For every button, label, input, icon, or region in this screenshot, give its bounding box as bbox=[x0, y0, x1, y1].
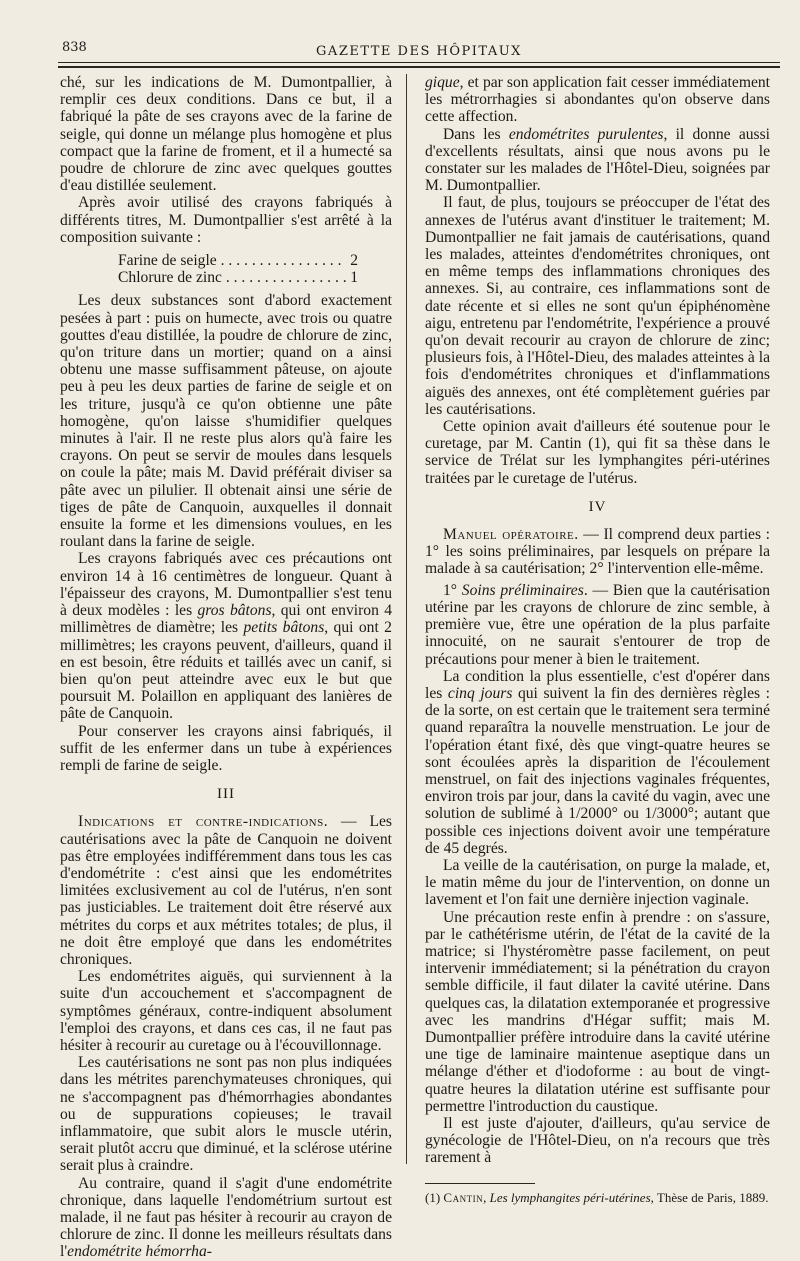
italic-term: gros bâtons bbox=[197, 602, 272, 620]
footnote-title: Les lymphangites péri-utérines bbox=[489, 1189, 651, 1205]
text-run: qui suivent la fin des dernières règles : de la sorte, on est certain que le traitement sera terminé quand reparaîtra la nouvelle menstruation. Le jour de l'opération étant fixé, dès que vingt-quatre heures se sont écoulées après la disparition de l'écoulement menstruel, on fait des injections vaginales fréquentes, environ trois par jour, dans la cavité du vagin, avec une solution de sublimé à 1/2000° ou 1/3000°; autant que possible ces injections doivent avoir une température de 45 degrés. bbox=[425, 684, 770, 857]
page-header bbox=[58, 36, 780, 63]
footnote-author: Cantin bbox=[443, 1189, 484, 1205]
paragraph bbox=[425, 526, 770, 578]
paragraph bbox=[425, 668, 770, 857]
italic-term: gique bbox=[425, 74, 460, 91]
paragraph: Il est juste d'ajouter, d'ailleurs, qu'au service de gynécologie de l'Hôtel-Dieu, on n'a recours que très rarement à bbox=[425, 1114, 770, 1167]
formula-ingredient: Chlorure de zinc . . . bbox=[118, 269, 346, 286]
text-run: . — Bien que la cautérisation utérine par les crayons de chlorure de zinc semble, à première vue, être une opération de la plus parfaite innocuité, on ne saurait s'entourer de trop de précautions pour mener à bien le traitement. bbox=[425, 581, 770, 668]
formula-row bbox=[118, 252, 358, 269]
header-rule bbox=[58, 66, 780, 68]
italic-term: endométrite hémorrha- bbox=[67, 1243, 212, 1261]
text-run: Les crayons fabriqués avec ces précautions ont environ 14 à 16 centimètres de longueur. Quant à l'épaisseur des crayons, M. Dumontpallier s'est tenu à deux modèles : les bbox=[60, 550, 392, 620]
formula-quantity: 2 bbox=[350, 252, 358, 270]
italic-term: endométrites purulentes bbox=[508, 125, 664, 143]
paragraph bbox=[60, 550, 392, 722]
paragraph bbox=[60, 813, 392, 968]
paragraph: Cette opinion avait d'ailleurs été soutenue pour le curetage, par M. Cantin (1), qui fit sa thèse dans le service de Trélat sur les lymphangites péri-utérines traitées par le curetage de l'utérus. bbox=[425, 418, 770, 487]
paragraph bbox=[60, 1175, 392, 1261]
paragraph: ché, sur les indications de M. Dumontpallier, à remplir ces deux conditions. Dans ce but, il a fabriqué la pâte de ses crayons avec de la farine de seigle, qui donne un mélange plus homogène et plus compact que la farine de froment, et il a humecté sa poudre de chlorure de zinc avec quelques gouttes d'eau distillée seulement. bbox=[60, 74, 392, 195]
italic-term: petits bâtons bbox=[243, 619, 325, 637]
text-run: , Thèse de Paris, 1889. bbox=[650, 1189, 769, 1205]
page-number: 838 bbox=[62, 40, 87, 55]
formula-row bbox=[118, 269, 358, 286]
paragraph bbox=[425, 126, 770, 195]
footnote bbox=[425, 1190, 770, 1206]
paragraph: Les endométrites aiguës, qui surviennent à la suite d'un accouchement et s'accompagnent de symptômes généraux, contre-indiquent absolument l'emploi des crayons, et dans ces cas, il ne faut pas hésiter à recourir au curetage ou à l'écouvillonnage. bbox=[60, 968, 392, 1054]
paragraph: La veille de la cautérisation, on purge la malade, et, le matin même du jour de l'intervention, on donne un lavement et l'on fait une dernière injection vaginale. bbox=[425, 856, 770, 909]
text-run: Dans les bbox=[443, 125, 509, 143]
formula-quantity: 1 bbox=[350, 269, 358, 287]
paragraph: Après avoir utilisé des crayons fabriqués à différents titres, M. Dumontpallier s'est arrêté à la composition suivante : bbox=[60, 194, 392, 246]
paragraph: Les deux substances sont d'abord exactement pesées à part : puis on humecte, avec trois ou quatre gouttes d'eau distillée, la poudre de chlorure de zinc, qu'on triture dans un mortier; quand on a ainsi obtenu une masse suffisamment pâteuse, on ajoute peu à peu les deux parties de farine de seigle et on les triture, jusqu'à ce qu'on obtienne une pâte homogène, qu'on laisse s'humidifier quelques minutes à l'air. Il ne reste plus alors qu'à faire les crayons. On peut se servir de moules dans lesquels on coule la pâte; mais M. David préférait diviser sa pâte avec un pilulier. Il obtenait ainsi une série de tiges de pâte de Canquoin, auxquelles il donnait ensuite la forme et les dimensions voulues, en les roulant dans la farine de seigle. bbox=[60, 292, 392, 551]
text-run: — Il comprend deux parties : 1° les soins préliminaires, par lesquels on prépare la malade à sa cautérisation; 2° l'intervention elle-même. bbox=[425, 526, 770, 578]
paragraph: Pour conserver les crayons ainsi fabriqués, il suffit de les enfermer dans un tube à expériences rempli de farine de seigle. bbox=[60, 722, 392, 774]
text-run: , bbox=[483, 1189, 490, 1205]
paragraph bbox=[425, 74, 770, 126]
text-run: , il donne aussi d'excellents résultats, ainsi que nous avons pu le constater sur les malades de l'Hôtel-Dieu, soignées par M. Dumontpallier. bbox=[425, 125, 771, 195]
section-heading: III bbox=[217, 786, 235, 803]
paragraph-lead: Manuel opératoire. bbox=[443, 526, 579, 544]
paragraph: Les cautérisations ne sont pas non plus indiquées dans les métrites parenchymateuses chroniques, qui ne s'accompagnent pas d'hémorrhagies abondantes ou de suppurations copieuses; le travail inflammatoire, que subit alors le muscle utérin, serait plutôt accru que diminué, et la sclérose utérine serait plus à craindre. bbox=[60, 1054, 392, 1175]
paragraph: Une précaution reste enfin à prendre : on s'assure, par le cathétérisme utérin, de l'état de la cavité de la matrice; si l'hystéromètre passe facilement, on peut intervenir immédiatement; si la pénétration du crayon semble difficile, il faut dilater la cavité utérine. Dans quelques cas, la dilatation extemporanée et progressive avec les mandrins d'Hégar suffit; mais M. Dumontpallier préfère introduire dans la cavité utérine une tige de laminaire maintenue aseptique dans un mélange d'éther et d'iodoforme : au bout de vingt-quatre heures la dilatation utérine est suffisante pour permettre l'introduction du caustique. bbox=[425, 908, 770, 1115]
paragraph bbox=[425, 582, 770, 668]
section-heading: IV bbox=[588, 498, 607, 515]
text-run: 1° bbox=[443, 581, 462, 599]
journal-title: GAZETTE DES HÔPITAUX bbox=[316, 44, 522, 59]
footnote-number: (1) bbox=[425, 1189, 444, 1205]
formula-table bbox=[60, 252, 392, 286]
column-divider bbox=[406, 74, 407, 1164]
paragraph: Il faut, de plus, toujours se préoccuper de l'état des annexes de l'utérus avant d'instituer le traitement; M. Dumontpallier ne fait jamais de cautérisations, quand les malades, atteintes d'endométrites chroniques, ont en même temps des inflammations chroniques des annexes. Si, au contraire, ces inflammations sont de date récente et si elles ne sont qu'un épiphénomène aigu, entretenu par l'endométrite, l'expérience a prouvé qu'on devait recourir au crayon de chlorure de zinc; plusieurs fois, à l'Hôtel-Dieu, des malades atteintes à la fois d'endométrites chroniques et d'inflammations aiguës des annexes, ont été complètement guéries par les cautérisations. bbox=[425, 194, 770, 418]
text-run: , qui ont environ 4 millimètres de diamètre; les bbox=[60, 602, 392, 637]
italic-term: cinq jours bbox=[447, 684, 513, 702]
right-column bbox=[425, 74, 770, 1206]
paragraph-lead: Indications et contre-indications. bbox=[78, 813, 329, 831]
footnote-rule bbox=[425, 1183, 535, 1184]
left-column bbox=[60, 74, 392, 1261]
text-run: Au contraire, quand il s'agit d'une endométrite chronique, dans laquelle l'endométrium surtout est malade, il ne faut pas hésiter à recourir au crayon de chlorure de zinc. Il donne les meilleurs résultats dans l' bbox=[60, 1174, 392, 1261]
text-run: La condition la plus essentielle, c'est d'opérer dans les bbox=[425, 667, 770, 702]
text-run: , et par son application fait cesser immédiatement les métrorrhagies si abondantes qu'on observe dans cette affection. bbox=[425, 74, 770, 126]
italic-term: Soins préliminaires bbox=[461, 581, 584, 599]
text-run: — Les cautérisations avec la pâte de Canquoin ne doivent pas être employées indifféremment dans tous les cas d'endométrite : c'est ainsi que les endométrites limitées exclusivement au col de l'utérus, n'en sont pas justiciables. Le traitement doit être réservé aux métrites du corps et aux métrites totales; de plus, il ne doit être employé que dans les endométrites chroniques. bbox=[60, 813, 392, 968]
formula-ingredient: Farine de seigle . . . bbox=[118, 252, 346, 269]
text-run: , qui ont 2 millimètres; les crayons peuvent, d'ailleurs, quand il en est besoin, être réduits et taillés avec un canif, si bien qu'on peut atteindre avec eux le but que poursuit M. Polaillon en appliquant des lanières de pâte de Canquoin. bbox=[60, 619, 392, 723]
